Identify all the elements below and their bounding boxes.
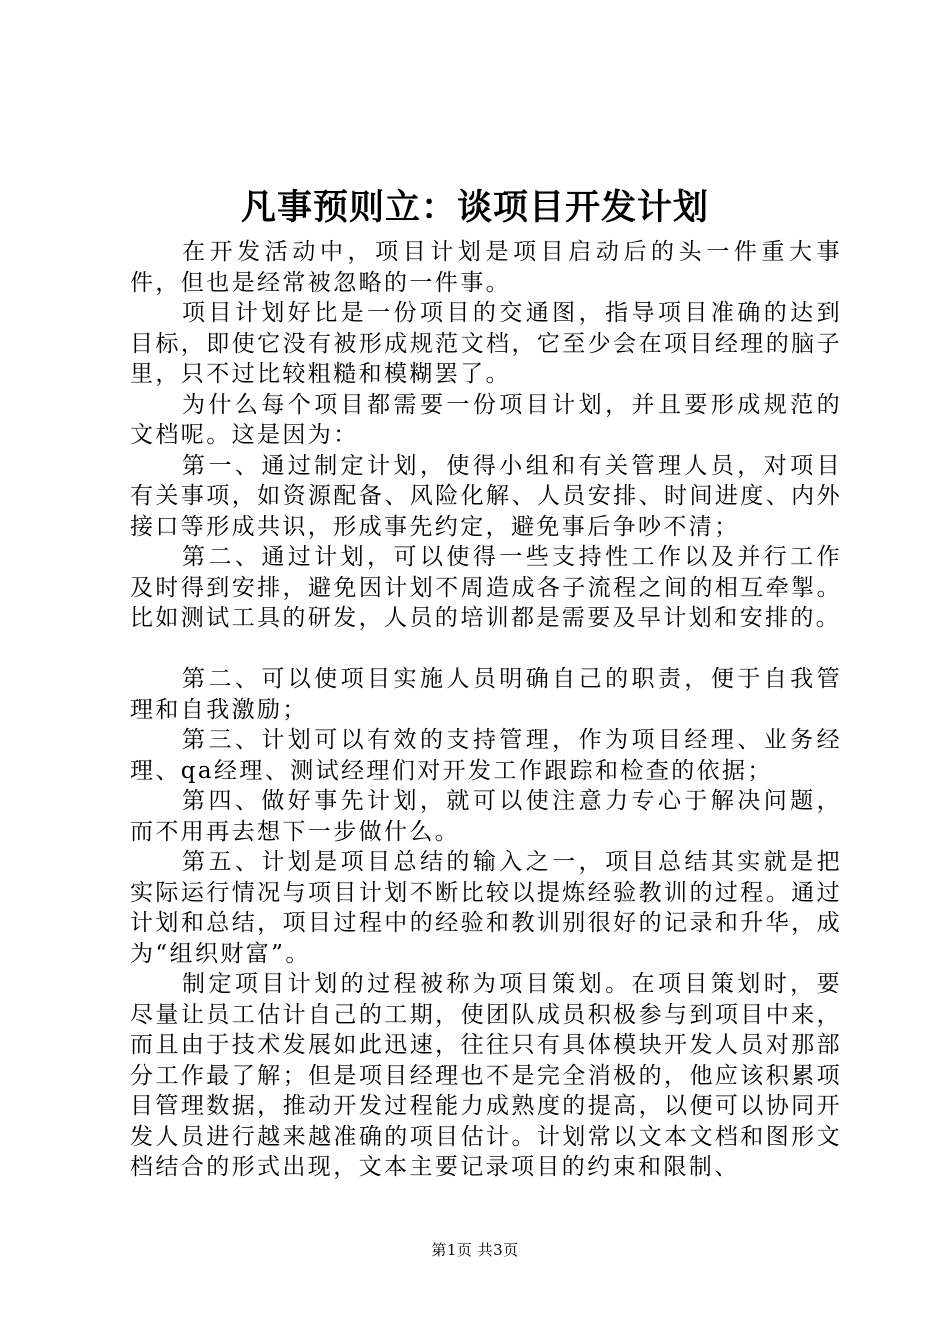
paragraph: 第三、计划可以有效的支持管理，作为项目经理、业务经理、qa经理、测试经理们对开发工作跟踪和检查的依据； <box>130 727 842 784</box>
paragraph: 第四、做好事先计划，就可以使注意力专心于解决问题，而不用再去想下一步做什么。 <box>130 788 842 845</box>
paragraph: 第二、通过计划，可以使得一些支持性工作以及并行工作及时得到安排，避免因计划不周造成各子流程之间的相互牵掣。比如测试工具的研发，人员的培训都是需要及早计划和安排的。 <box>130 544 842 631</box>
paragraph: 项目计划好比是一份项目的交通图，指导项目准确的达到目标，即使它没有被形成规范文档，它至少会在项目经理的脑子里，只不过比较粗糙和模糊罢了。 <box>130 300 842 387</box>
paragraph: 为什么每个项目都需要一份项目计划，并且要形成规范的文档呢。这是因为： <box>130 391 842 448</box>
paragraph: 第二、可以使项目实施人员明确自己的职责，便于自我管理和自我激励； <box>130 666 842 723</box>
paragraph: 制定项目计划的过程被称为项目策划。在项目策划时，要尽量让员工估计自己的工期，使团队成员积极参与到项目中来，而且由于技术发展如此迅速，往往只有具体模块开发人员对那部分工作最了解；但是项目经理也不是完全消极的，他应该积累项目管理数据，推动开发过程能力成熟度的提高，以便可以协同开发人员进行越来越准确的项目估计。计划常以文本文档和图形文档结合的形式出现，文本主要记录项目的约束和限制、 <box>130 971 842 1180</box>
document-body <box>130 237 842 1183</box>
paragraph: 第一、通过制定计划，使得小组和有关管理人员，对项目有关事项，如资源配备、风险化解、人员安排、时间进度、内外接口等形成共识，形成事先约定，避免事后争吵不清； <box>130 452 842 540</box>
document-title: 凡事预则立：谈项目开发计划 <box>240 187 709 228</box>
page-footer: 第1页 共3页 <box>431 1241 519 1259</box>
paragraph: 第五、计划是项目总结的输入之一，项目总结其实就是把实际运行情况与项目计划不断比较以提炼经验教训的过程。通过计划和总结，项目过程中的经验和教训别很好的记录和升华，成为“组织财富”。 <box>130 849 842 967</box>
paragraph: 在开发活动中，项目计划是项目启动后的头一件重大事件，但也是经常被忽略的一件事。 <box>130 239 842 296</box>
